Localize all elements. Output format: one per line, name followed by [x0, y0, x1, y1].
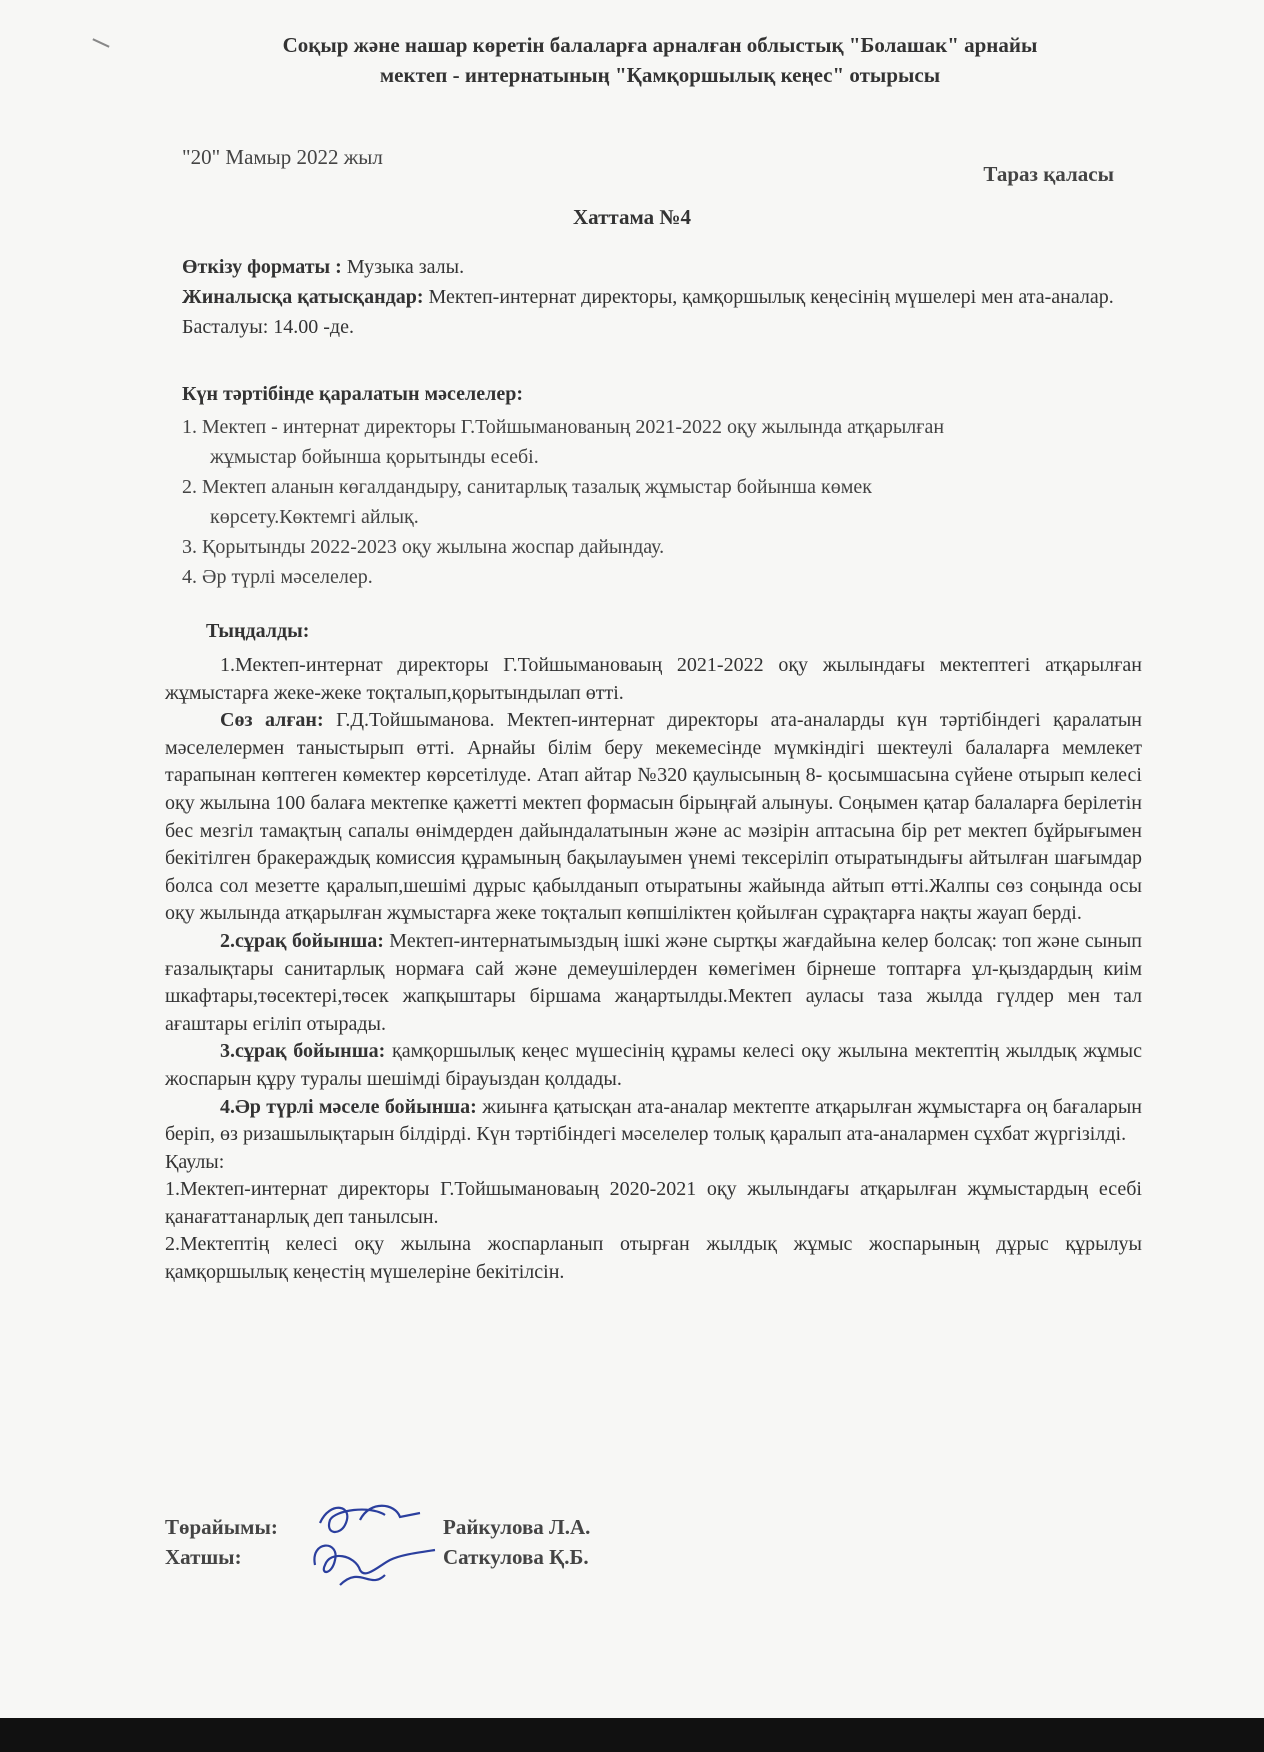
agenda-item: 1. Мектеп - интернат директоры Г.Тойшыманованың 2021-2022 оқу жылында атқарылған жұмыстар бойынша қорытынды есебі. [182, 416, 945, 468]
question-4-paragraph [165, 1094, 1142, 1149]
agenda-list [182, 412, 1002, 592]
chair-name: Райкулова Л.А. [443, 1515, 591, 1539]
participants-value: Мектеп-интернат директоры, қамқоршылық кеңесінің мүшелері мен ата-аналар. [423, 286, 1114, 308]
start-row [182, 312, 1157, 342]
minutes-body [165, 652, 1142, 1287]
question-2-paragraph [165, 928, 1142, 1038]
speaker-text: Г.Д.Тойшыманова. Мектеп-интернат директоры ата-аналарды күн тәртібіндегі қаралатын мәселелермен таныстырып өтті. Арнайы білім беру мекемесінде мүмкіндігі шектеулі балаларға мемлекет тарапынан көптеген көмектер көрсетілуде. Атап айтар №320 қаулысының 8- қосымшасына сүйене отырып келесі оқу жылына 100 балаға мектепке қажетті мектеп формасын бірыңғай алынуы. Соңымен қатар балаларға берілетін бес мезгіл тамақтың сапалы өнімдерден дайындалатынын және ас мәзірін аптасына бір рет мектеп бұйрығымен бекітілген бракераждық комиссия құрамының бақылауымен үнемі тексеріліп отыратындығы айтылған шағымдар болса сол мезетте қаралып,шешімі дұрыс қабылданып отыратыны жайында айтып өтті.Жалпы сөз соңында осы оқу жылында атқарылған жұмыстарға жеке тоқталып көпшіліктен қойылған сұрақтарға нақты жауап берді. [165, 709, 1142, 925]
start-label: Басталуы: [182, 316, 269, 338]
document-header [180, 30, 1140, 90]
protocol-title: Хаттама №4 [572, 205, 692, 229]
question-3-label: 3.сұрақ бойынша: [220, 1040, 386, 1063]
format-row [182, 252, 1157, 282]
agenda-item: 3. Қорытынды 2022-2023 оқу жылына жоспар дайындау. [182, 536, 665, 558]
question-3-paragraph [165, 1038, 1142, 1093]
header-line-1: Соқыр және нашар көретін балаларға арналған облыстық "Болашак" арнайы [282, 33, 1038, 57]
scan-border [0, 1718, 1264, 1752]
format-label: Өткізу форматы : [182, 256, 342, 278]
decision-title: Қаулы: [165, 1150, 225, 1173]
meeting-meta [182, 252, 1157, 342]
participants-label: Жиналысқа қатысқандар: [182, 286, 424, 308]
scan-mark [92, 38, 109, 47]
agenda-title: Күн тәртібінде қаралатын мәселелер: [182, 383, 524, 405]
question-2-label: 2.сұрақ бойынша: [220, 929, 384, 952]
signature-names [443, 1512, 590, 1572]
chair-label: Төрайымы: [165, 1515, 278, 1539]
heard-title: Тыңдалды: [206, 620, 310, 642]
question-4-text: жиынға қатысқан ата-аналар мектепте атқарылған жұмыстарға оң бағаларын беріп, өз ризашылықтарын білдірді. Күн тәртібіндегі мәселелер толық қаралып ата-аналармен сұхбат жүргізілді. [165, 1095, 1142, 1146]
signature-labels [165, 1512, 278, 1572]
agenda-item: 4. Әр түрлі мәселелер. [182, 566, 373, 588]
secretary-label: Хатшы: [165, 1545, 242, 1569]
question-4-label: 4.Әр түрлі мәселе бойынша: [220, 1095, 477, 1118]
secretary-name: Саткулова Қ.Б. [443, 1545, 589, 1569]
meeting-city: Тараз қаласы [983, 162, 1114, 186]
agenda-item: 2. Мектеп аланын көгалдандыру, санитарлық тазалық жұмыстар бойынша көмек көрсету.Көктемгі айлық. [182, 476, 872, 528]
heard-paragraph-2 [165, 707, 1142, 928]
header-line-2: мектеп - интернатының "Қамқоршылық кеңес" отырысы [379, 63, 941, 87]
format-value: Музыка залы. [341, 256, 465, 278]
speaker-label: Сөз алған: [220, 709, 324, 732]
decision-2: 2.Мектептің келесі оқу жылына жоспарланып отырған жылдық жұмыс жоспарының дұрыс құрылуы қамқоршылық кеңестің мүшелеріне бекітілсін. [165, 1233, 1142, 1284]
meeting-date: "20" Мамыр 2022 жыл [182, 145, 383, 169]
question-2-text: Мектеп-интернатымыздың ішкі және сыртқы жағдайына келер болсақ: топ және сынып ғазалықтары санитарлық нормаға сай және демеушілерден көмегімен бірнеше топтарға ұл-қыздардың киім шкафтары,төсектері,төсек жапқыштары біршама жаңартылды.Мектеп ауласы таза жылда гүлдер мен тал ағаштары егіліп отырады. [165, 929, 1142, 1035]
handwritten-signature [300, 1495, 450, 1595]
start-value: 14.00 -де. [268, 316, 354, 338]
question-3-text: қамқоршылық кеңес мүшесінің құрамы келесі оқу жылына мектептің жылдық жұмыс жоспарын құру туралы шешімді бірауыздан қолдады. [165, 1040, 1143, 1090]
decision-1: 1.Мектеп-интернат директоры Г.Тойшымановаың 2020-2021 оқу жылындағы атқарылған жұмыстардың есебі қанағаттанарлық деп танылсын. [165, 1178, 1142, 1228]
participants-row [182, 282, 1157, 312]
heard-paragraph-1: 1.Мектеп-интернат директоры Г.Тойшымановаың 2021-2022 оқу жылындағы мектептегі атқарылған жұмыстарға жеке-жеке тоқталып,қорытындылап өтті. [165, 654, 1142, 704]
